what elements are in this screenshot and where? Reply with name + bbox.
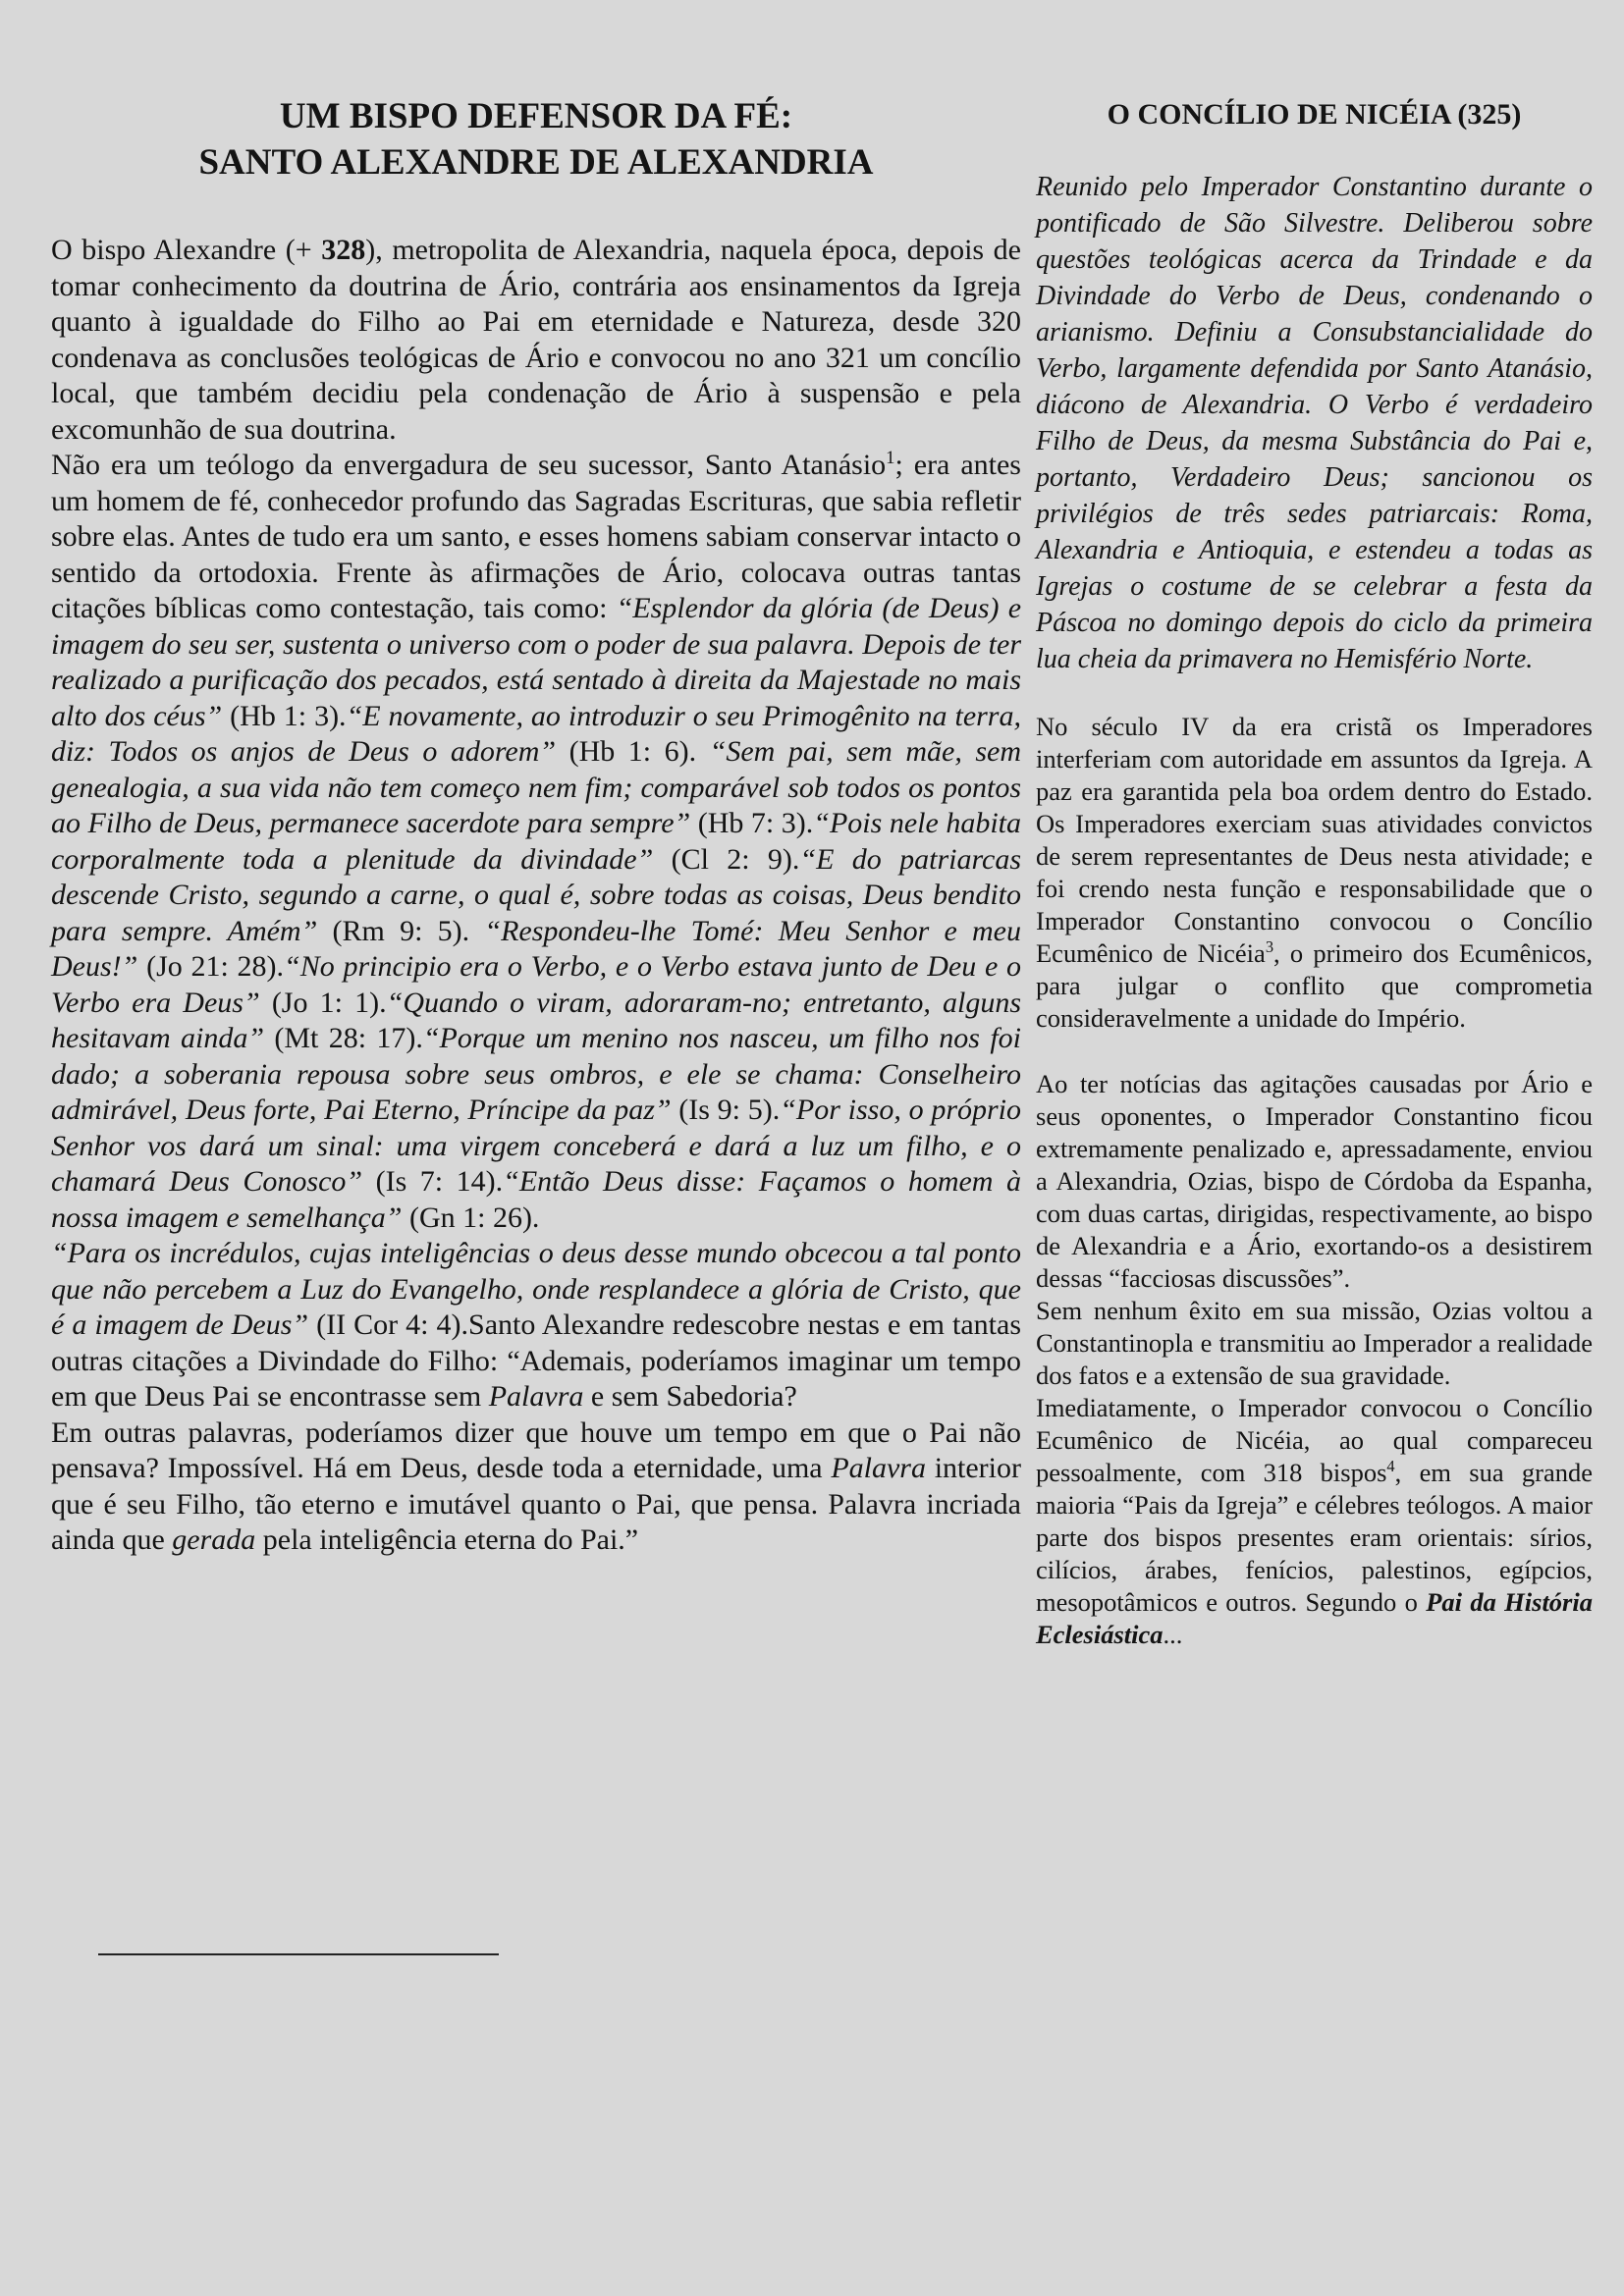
text-run: “Respondeu-lhe Tomé: Meu Senhor e meu Deus!” <box>51 914 1021 983</box>
text-run: ; era antes um homem de fé, conhecedor profundo das Sagradas Escrituras, que sabia refletir sobre elas. Antes de tudo era um santo, e esses homens sabiam conservar intacto o sentido da ortodoxia. Frente às afirmações de Ário, colocava outras tantas citações bíblicas como contestação, tais como: <box>51 449 1021 624</box>
text-run: (Cl 2: 9). <box>653 842 800 876</box>
text-run: “Por isso, o próprio Senhor vos dará um sinal: uma virgem conceberá e dará a luz um filho, e o chamará Deus Conosco” <box>51 1094 1021 1198</box>
text-run: “E novamente, ao introduzir o seu Primogênito na terra, diz: Todos os anjos de Deus o adorem” <box>51 699 1021 768</box>
text-run: “Quando o viram, adoraram-no; entretanto, alguns hesitavam ainda” <box>51 986 1021 1054</box>
text-run: (Is 9: 5). <box>671 1094 781 1126</box>
text-run: “Então Deus disse: Façamos o homem à nossa imagem e semelhança” <box>51 1165 1022 1234</box>
article-title-line1: UM BISPO DEFENSOR DA FÉ: <box>279 96 793 136</box>
article-title-line2: SANTO ALEXANDRE DE ALEXANDRIA <box>198 142 874 183</box>
text-run: O bispo Alexandre (+ <box>51 234 322 266</box>
article-paragraph <box>51 1236 1021 1415</box>
article-paragraph <box>51 233 1021 448</box>
sidebar-title: O CONCÍLIO DE NICÉIA (325) <box>1107 98 1522 131</box>
text-run: interior que é seu Filho, tão eterno e imutável quanto o Pai, que pensa. Palavra incriada ainda que <box>51 1452 1021 1556</box>
text-run: (Jo 21: 28). <box>137 950 285 983</box>
text-run: 328 <box>321 234 366 266</box>
left-column <box>51 93 1021 1559</box>
text-run: “E do patriarcas descende Cristo, segundo a carne, o qual é, sobre todas as coisas, Deus bendito para sempre. Amém” <box>51 842 1022 947</box>
text-run: (Hb 1: 3). <box>222 699 347 732</box>
text-run: (Mt 28: 17). <box>264 1022 423 1054</box>
text-run: Palavra <box>831 1452 926 1484</box>
text-run: “Sem pai, sem mãe, sem genealogia, a sua vida não tem começo nem fim; comparável sob todos os pontos ao Filho de Deus, permanece sacerdote para sempre” <box>51 735 1021 839</box>
text-run: (Hb 7: 3). <box>690 807 814 839</box>
text-run: pela inteligência eterna do Pai.” <box>255 1523 639 1556</box>
footnote-reference: 3 <box>1265 937 1274 957</box>
text-run: Sem nenhum êxito em sua missão, Ozias voltou a Constantinopla e transmitiu ao Imperador a realidade dos fatos e a extensão de sua gravidade. <box>1036 1296 1593 1390</box>
text-run: (Gn 1: 26). <box>402 1201 540 1234</box>
sidebar-paragraph <box>1036 1068 1593 1295</box>
text-run: gerada <box>172 1523 256 1556</box>
text-run: “Pois nele habita corporalmente toda a plenitude da divindade” <box>51 807 1021 876</box>
article-title <box>51 93 1021 186</box>
text-run: (Hb 1: 6). <box>556 735 710 768</box>
text-run: Imediatamente, o Imperador convocou o Concílio Ecumênico de Nicéia, ao qual compareceu pessoalmente, com 318 bispos <box>1036 1393 1593 1487</box>
left-column-body <box>51 233 1021 1559</box>
text-run: “Porque um menino nos nasceu, um filho nos foi dado; a soberania repousa sobre seus ombros, e ele se chama: Conselheiro admirável, Deus forte, Pai Eterno, Príncipe da paz” <box>51 1022 1021 1126</box>
footnote-separator-rule <box>98 1953 499 1955</box>
right-column <box>1036 96 1593 1651</box>
text-run: e sem Sabedoria? <box>583 1380 797 1413</box>
text-run: ... <box>1163 1620 1183 1649</box>
text-run: Em outras palavras, poderíamos dizer que houve um tempo em que o Pai não pensava? Impossível. Há em Deus, desde toda a eternidade, uma <box>51 1415 1021 1484</box>
text-run: (Jo 1: 1). <box>259 986 387 1019</box>
text-run: , em sua grande maioria “Pais da Igreja” e célebres teólogos. A maior parte dos bispos presentes eram orientais: sírios, cilícios, árabes, fenícios, palestinos, egípcios, mesopotâmicos e outros. Segundo o <box>1036 1458 1593 1617</box>
article-paragraph <box>51 1415 1021 1559</box>
text-run: (Is 7: 14). <box>362 1165 504 1198</box>
sidebar-paragraph <box>1036 711 1593 1035</box>
right-column-body <box>1036 169 1593 1651</box>
text-run: Reunido pelo Imperador Constantino durante o pontificado de São Silvestre. Deliberou sobre questões teológicas acerca da Trindade e da Divindade do Verbo de Deus, condenando o arianismo. Definiu a Consubstancialidade do Verbo, largamente defendida por Santo Atanásio, diácono de Alexandria. O Verbo é verdadeiro Filho de Deus, da mesma Substância do Pai e, portanto, Verdadeiro Deus; sancionou os privilégios de três sedes patriarcais: Roma, Alexandria e Antioquia, e estendeu a todas as Igrejas o costume de se celebrar a festa da Páscoa no domingo depois do ciclo da primeira lua cheia da primavera no Hemisfério Norte. <box>1036 172 1593 674</box>
text-run: Palavra <box>488 1380 584 1413</box>
text-run: “Para os incrédulos, cujas inteligências o deus desse mundo obcecou a tal ponto que não percebem a Luz do Evangelho, onde resplandece a glória de Cristo, que é a imagem de Deus” <box>51 1237 1021 1341</box>
text-run: No século IV da era cristã os Imperadores interferiam com autoridade em assuntos da Igreja. A paz era garantida pela boa ordem dentro do Estado. Os Imperadores exerciam suas atividades convictos de serem representantes de Deus nesta atividade; e foi crendo nesta função e responsabilidade que o Imperador Constantino convocou o Concílio Ecumênico de Nicéia <box>1036 712 1593 968</box>
text-run: ), metropolita de Alexandria, naquela época, depois de tomar conhecimento da doutrina de Ário, contrária aos ensinamentos da Igreja quanto à igualdade do Filho ao Pai em eternidade e Natureza, desde 320 condenava as conclusões teológicas de Ário e convocou no ano 321 um concílio local, que também decidiu pela condenação de Ário à suspensão e pela excomunhão de sua doutrina. <box>51 234 1021 446</box>
footnote-reference: 1 <box>886 448 895 468</box>
footnote-reference: 4 <box>1386 1457 1395 1476</box>
text-run: “No principio era o Verbo, e o Verbo estava junto de Deu e o Verbo era Deus” <box>51 950 1021 1019</box>
sidebar-paragraph <box>1036 169 1593 677</box>
text-run: “Esplendor da glória (de Deus) e imagem do seu ser, sustenta o universo com o poder de sua palavra. Depois de ter realizado a purificação dos pecados, está sentado à direita da Majestade no mais alto dos céus” <box>51 592 1022 732</box>
text-run: Ao ter notícias das agitações causadas por Ário e seus oponentes, o Imperador Constantino ficou extremamente penalizado e, apressadamente, enviou a Alexandria, Ozias, bispo de Córdoba da Espanha, com duas cartas, dirigidas, respectivamente, ao bispo de Alexandria e a Ário, exortando-os a desistirem dessas “facciosas discussões”. <box>1036 1069 1593 1293</box>
text-run: (II Cor 4: 4).Santo Alexandre redescobre nestas e em tantas outras citações a Divindade do Filho: “Ademais, poderíamos imaginar um tempo em que Deus Pai se encontrasse sem <box>51 1308 1022 1413</box>
article-paragraph <box>51 448 1021 1236</box>
text-run: (Rm 9: 5). <box>317 914 485 947</box>
text-run: Não era um teólogo da envergadura de seu sucessor, Santo Atanásio <box>51 449 887 481</box>
sidebar-paragraph <box>1036 1295 1593 1392</box>
text-run: Pai da História Eclesiástica <box>1036 1587 1593 1649</box>
text-run: , o primeiro dos Ecumênicos, para julgar o conflito que comprometia consideravelmente a unidade do Império. <box>1036 938 1593 1033</box>
sidebar-paragraph <box>1036 1392 1593 1651</box>
